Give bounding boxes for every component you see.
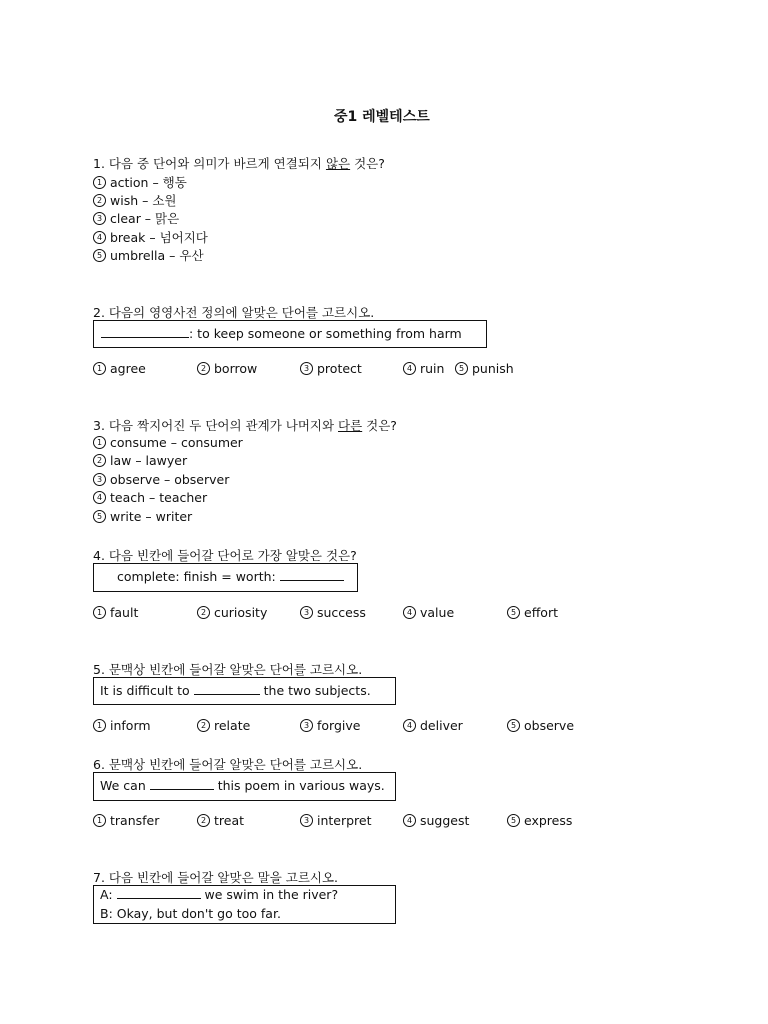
dialogue-line-1 bbox=[100, 887, 338, 902]
question-4-text: 4. 다음 빈칸에 들어갈 단어로 가장 알맞은 것은? bbox=[93, 548, 357, 563]
question-7-text: 7. 다음 빈칸에 들어갈 알맞은 말을 고르시오. bbox=[93, 870, 339, 885]
option-text: interpret bbox=[317, 813, 372, 828]
option-number-icon: 5 bbox=[507, 719, 520, 732]
dialogue-text-a: we swim in the river? bbox=[200, 887, 339, 902]
option-text: forgive bbox=[317, 718, 361, 733]
q4-option-4[interactable] bbox=[403, 605, 454, 620]
definition-text: : to keep someone or something from harm bbox=[189, 326, 462, 341]
option-number-icon: 1 bbox=[93, 176, 106, 189]
option-number-icon: 4 bbox=[93, 491, 106, 504]
option-number-icon: 3 bbox=[300, 606, 313, 619]
option-number-icon: 2 bbox=[197, 814, 210, 827]
sentence-after: the two subjects. bbox=[259, 683, 371, 698]
q6-option-1[interactable] bbox=[93, 813, 159, 828]
question-3-prefix: 3. 다음 짝지어진 두 단어의 관계가 나머지와 bbox=[93, 418, 339, 433]
option-text: curiosity bbox=[214, 605, 268, 620]
option-number-icon: 5 bbox=[93, 249, 106, 262]
q5-option-2[interactable] bbox=[197, 718, 250, 733]
option-text: observe bbox=[524, 718, 575, 733]
option-text: consume – consumer bbox=[110, 435, 243, 450]
option-text: punish bbox=[472, 361, 514, 376]
option-number-icon: 3 bbox=[300, 719, 313, 732]
answer-blank bbox=[101, 327, 189, 338]
option-text: effort bbox=[524, 605, 558, 620]
dialogue-speaker-a: A: bbox=[100, 887, 117, 902]
option-number-icon: 4 bbox=[93, 231, 106, 244]
q2-option-5[interactable] bbox=[455, 361, 514, 376]
q3-option-1[interactable] bbox=[93, 435, 243, 450]
sentence-before: We can bbox=[100, 778, 150, 793]
q6-option-2[interactable] bbox=[197, 813, 244, 828]
option-number-icon: 2 bbox=[197, 606, 210, 619]
option-number-icon: 3 bbox=[93, 473, 106, 486]
q4-option-1[interactable] bbox=[93, 605, 138, 620]
option-text: write – writer bbox=[110, 509, 193, 524]
q3-option-5[interactable] bbox=[93, 509, 192, 524]
q2-option-1[interactable] bbox=[93, 361, 146, 376]
q1-option-3[interactable] bbox=[93, 209, 179, 227]
option-text: fault bbox=[110, 605, 139, 620]
option-number-icon: 5 bbox=[507, 606, 520, 619]
answer-blank bbox=[117, 888, 201, 899]
q3-option-4[interactable] bbox=[93, 490, 207, 505]
option-text: wish – 소원 bbox=[110, 193, 177, 208]
option-text: break – 넘어지다 bbox=[110, 230, 208, 245]
question-2-text: 2. 다음의 영영사전 정의에 알맞은 단어를 고르시오. bbox=[93, 305, 375, 320]
q5-option-1[interactable] bbox=[93, 718, 151, 733]
option-number-icon: 4 bbox=[403, 606, 416, 619]
question-6-text: 6. 문맥상 빈칸에 들어갈 알맞은 단어를 고르시오. bbox=[93, 757, 363, 772]
q6-option-4[interactable] bbox=[403, 813, 469, 828]
q5-option-5[interactable] bbox=[507, 718, 574, 733]
option-text: observe – observer bbox=[110, 472, 230, 487]
question-5-text: 5. 문맥상 빈칸에 들어갈 알맞은 단어를 고르시오. bbox=[93, 662, 363, 677]
option-number-icon: 1 bbox=[93, 719, 106, 732]
option-number-icon: 2 bbox=[93, 194, 106, 207]
option-text: action – 행동 bbox=[110, 175, 187, 190]
analogy-line bbox=[117, 569, 344, 584]
option-number-icon: 2 bbox=[197, 362, 210, 375]
option-text: success bbox=[317, 605, 366, 620]
definition-line bbox=[101, 326, 462, 341]
option-number-icon: 4 bbox=[403, 814, 416, 827]
answer-blank bbox=[280, 570, 344, 581]
option-text: relate bbox=[214, 718, 251, 733]
option-text: inform bbox=[110, 718, 151, 733]
answer-blank bbox=[150, 779, 214, 790]
q3-option-3[interactable] bbox=[93, 472, 229, 487]
option-number-icon: 3 bbox=[300, 814, 313, 827]
q2-option-2[interactable] bbox=[197, 361, 257, 376]
option-text: umbrella – 우산 bbox=[110, 248, 204, 263]
q5-option-4[interactable] bbox=[403, 718, 463, 733]
option-number-icon: 4 bbox=[403, 362, 416, 375]
option-text: value bbox=[420, 605, 455, 620]
option-text: express bbox=[524, 813, 573, 828]
q2-option-4[interactable] bbox=[403, 361, 444, 376]
question-1-emphasis: 않은 bbox=[325, 156, 351, 171]
option-number-icon: 5 bbox=[93, 510, 106, 523]
option-text: law – lawyer bbox=[110, 453, 188, 468]
option-text: ruin bbox=[420, 361, 445, 376]
question-3-text bbox=[93, 416, 397, 434]
option-text: agree bbox=[110, 361, 146, 376]
option-number-icon: 3 bbox=[93, 212, 106, 225]
sentence-before: It is difficult to bbox=[100, 683, 194, 698]
q1-option-2[interactable] bbox=[93, 191, 176, 209]
option-text: borrow bbox=[214, 361, 258, 376]
question-3-suffix: 것은? bbox=[362, 418, 397, 433]
sentence-line-5 bbox=[100, 683, 371, 698]
q4-option-2[interactable] bbox=[197, 605, 267, 620]
q5-option-3[interactable] bbox=[300, 718, 360, 733]
answer-blank bbox=[194, 684, 260, 695]
sentence-after: this poem in various ways. bbox=[213, 778, 385, 793]
question-1-prefix: 1. 다음 중 단어와 의미가 바르게 연결되지 bbox=[93, 156, 326, 171]
q1-option-5[interactable] bbox=[93, 246, 204, 264]
option-number-icon: 2 bbox=[197, 719, 210, 732]
q6-option-3[interactable] bbox=[300, 813, 372, 828]
option-text: clear – 맑은 bbox=[110, 211, 180, 226]
question-1-suffix: 것은? bbox=[350, 156, 385, 171]
option-number-icon: 5 bbox=[455, 362, 468, 375]
q1-option-1[interactable] bbox=[93, 173, 187, 191]
question-1-text bbox=[93, 154, 385, 172]
q1-option-4[interactable] bbox=[93, 228, 208, 246]
q2-option-3[interactable] bbox=[300, 361, 362, 376]
option-text: transfer bbox=[110, 813, 160, 828]
q4-option-3[interactable] bbox=[300, 605, 366, 620]
question-3-emphasis: 다른 bbox=[338, 418, 363, 433]
q3-option-2[interactable] bbox=[93, 453, 187, 468]
option-number-icon: 2 bbox=[93, 454, 106, 467]
analogy-text: complete: finish = worth: bbox=[117, 569, 280, 584]
dialogue-line-2: B: Okay, but don't go too far. bbox=[100, 906, 281, 921]
option-text: suggest bbox=[420, 813, 470, 828]
option-text: protect bbox=[317, 361, 362, 376]
q6-option-5[interactable] bbox=[507, 813, 572, 828]
option-number-icon: 1 bbox=[93, 606, 106, 619]
option-text: treat bbox=[214, 813, 245, 828]
sentence-line-6 bbox=[100, 778, 385, 793]
option-number-icon: 5 bbox=[507, 814, 520, 827]
option-text: deliver bbox=[420, 718, 463, 733]
option-text: teach – teacher bbox=[110, 490, 208, 505]
option-number-icon: 3 bbox=[300, 362, 313, 375]
q4-option-5[interactable] bbox=[507, 605, 558, 620]
option-number-icon: 1 bbox=[93, 814, 106, 827]
option-number-icon: 1 bbox=[93, 436, 106, 449]
page-title: 중1 레벨테스트 bbox=[334, 109, 430, 125]
option-number-icon: 1 bbox=[93, 362, 106, 375]
option-number-icon: 4 bbox=[403, 719, 416, 732]
